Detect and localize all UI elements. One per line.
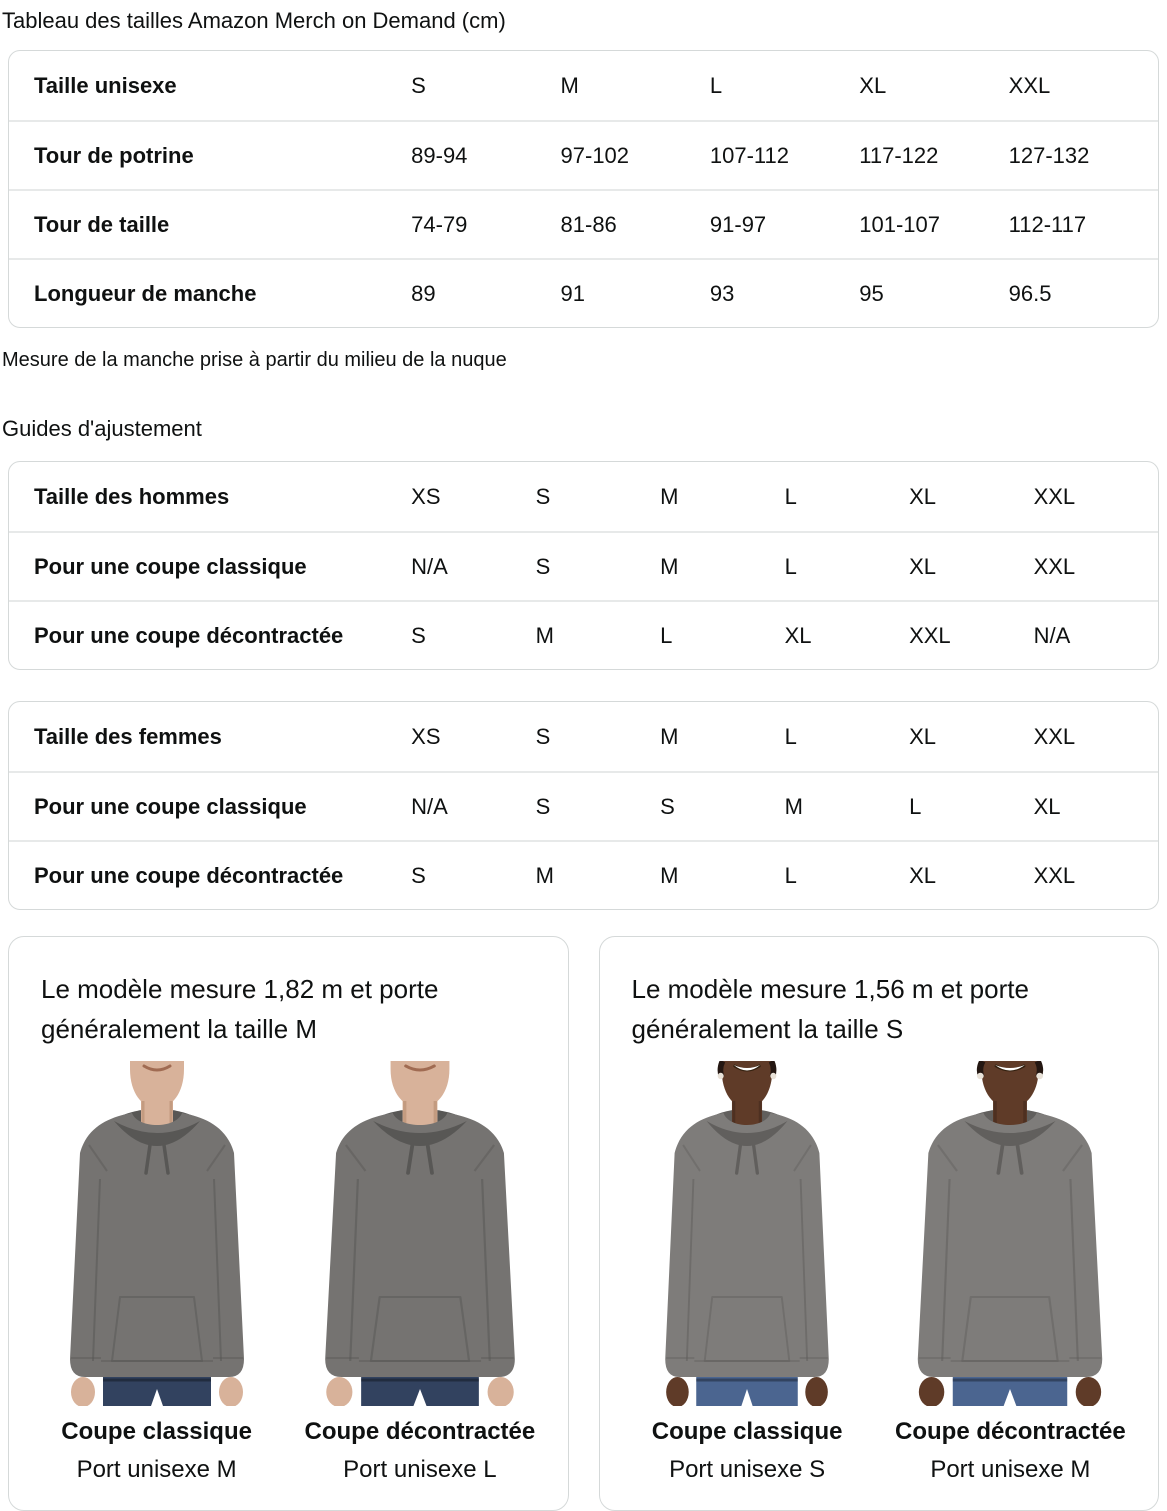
size-cell: M [535,622,554,648]
size-cell: XXL [1008,72,1051,98]
fit-caption: Coupe décontractée [895,1418,1126,1445]
wear-size-caption: Port unisexe M [930,1456,1091,1483]
size-cell: XL [909,483,936,509]
size-cell: S [411,622,426,648]
model-cards [8,936,1159,1511]
size-cell: 107-112 [709,142,789,168]
model-photos [31,1061,546,1484]
size-cell: M [660,483,679,509]
row-label: Pour une coupe classique [34,553,307,579]
row-label: Taille des hommes [34,483,230,509]
page-title: Tableau des tailles Amazon Merch on Demand (cm) [2,8,506,33]
size-cell: N/A [411,553,448,579]
row-label: Tour de taille [34,211,170,237]
size-cell: S [535,793,551,819]
unisex-size-table [8,50,1159,328]
size-cell: S [535,553,551,579]
fit-caption: Coupe décontractée [304,1418,536,1445]
row-label: Longueur de manche [34,280,257,306]
size-cell: L [784,483,797,509]
model-photos [622,1061,1137,1484]
size-cell: S [411,72,426,98]
size-cell: L [784,723,797,749]
table-row [9,531,1158,600]
size-cell: XL [1033,793,1061,819]
male-relaxed-fit-photo [300,1061,540,1406]
size-cell: S [411,862,426,888]
size-cell: 89-94 [411,142,468,168]
female-relaxed-fit-photo [890,1061,1130,1406]
size-cell: XXL [1033,553,1076,579]
fit-caption: Coupe classique [651,1418,843,1445]
men-fit-table [8,461,1159,670]
wear-size-caption: Port unisexe L [343,1456,497,1483]
size-cell: M [660,862,679,888]
size-cell: 91 [560,280,585,306]
fit-caption: Coupe classique [61,1418,252,1445]
size-cell: M [660,553,679,579]
table-row [9,840,1158,909]
male-model-card [8,936,569,1511]
table-row [9,120,1158,189]
table-row [9,462,1158,531]
sleeve-measure-note: Mesure de la manche prise à partir du milieu de la nuque [2,349,507,371]
row-label: Taille unisexe [34,72,177,98]
male-classic-fit-photo [37,1061,277,1406]
size-cell: XXL [1033,483,1076,509]
table-row [9,771,1158,840]
size-cell: 96.5 [1008,280,1052,306]
fit-guides-heading: Guides d'ajustement [2,416,202,441]
size-cell: 93 [709,280,735,306]
size-cell: M [560,72,579,98]
size-cell: L [909,793,922,819]
size-cell: M [535,862,554,888]
model-figure [294,1061,545,1484]
wear-size-caption: Port unisexe M [76,1456,237,1483]
size-cell: L [660,622,673,648]
size-cell: L [784,862,797,888]
row-label: Tour de potrine [34,142,194,168]
model-card-heading: Le modèle mesure 1,82 m et porte généralement la taille M [41,974,439,1044]
table-row [9,702,1158,771]
size-cell: XS [411,483,441,509]
size-cell: 89 [411,280,436,306]
size-cell: XL [909,862,936,888]
size-cell: XS [411,723,441,749]
size-cell: 117-122 [859,142,939,168]
size-cell: XXL [909,622,951,648]
female-classic-fit-photo [627,1061,867,1406]
size-cell: L [784,553,797,579]
size-chart-page [0,8,1167,1511]
table-row [9,189,1158,258]
women-fit-table [8,701,1159,910]
size-cell: XXL [1033,862,1076,888]
model-figure [622,1061,873,1484]
size-cell: XL [784,622,812,648]
size-cell: 74-79 [411,211,468,237]
size-cell: N/A [411,793,448,819]
size-cell: S [660,793,675,819]
size-cell: 127-132 [1008,142,1090,168]
table-row [9,258,1158,327]
size-cell: 91-97 [709,211,767,237]
size-cell: XL [909,723,936,749]
size-cell: L [709,72,723,98]
row-label: Pour une coupe décontractée [34,622,344,648]
size-cell: 101-107 [859,211,941,237]
model-card-heading: Le modèle mesure 1,56 m et porte généralement la taille S [631,974,1029,1044]
size-cell: N/A [1033,622,1071,648]
size-cell: 95 [859,280,884,306]
table-row [9,51,1158,120]
size-cell: S [535,723,551,749]
model-figure [885,1061,1136,1484]
size-cell: S [535,483,551,509]
size-cell: XL [859,72,887,98]
wear-size-caption: Port unisexe S [669,1456,826,1483]
size-cell: 97-102 [560,142,630,168]
size-cell: M [660,723,679,749]
size-cell: 81-86 [560,211,617,237]
size-cell: 112-117 [1008,211,1087,237]
size-cell: XL [909,553,936,579]
row-label: Taille des femmes [34,723,222,749]
model-figure [31,1061,282,1484]
row-label: Pour une coupe classique [34,793,307,819]
size-cell: M [784,793,803,819]
row-label: Pour une coupe décontractée [34,862,344,888]
size-cell: XXL [1033,723,1076,749]
female-model-card [599,936,1160,1511]
table-row [9,600,1158,669]
